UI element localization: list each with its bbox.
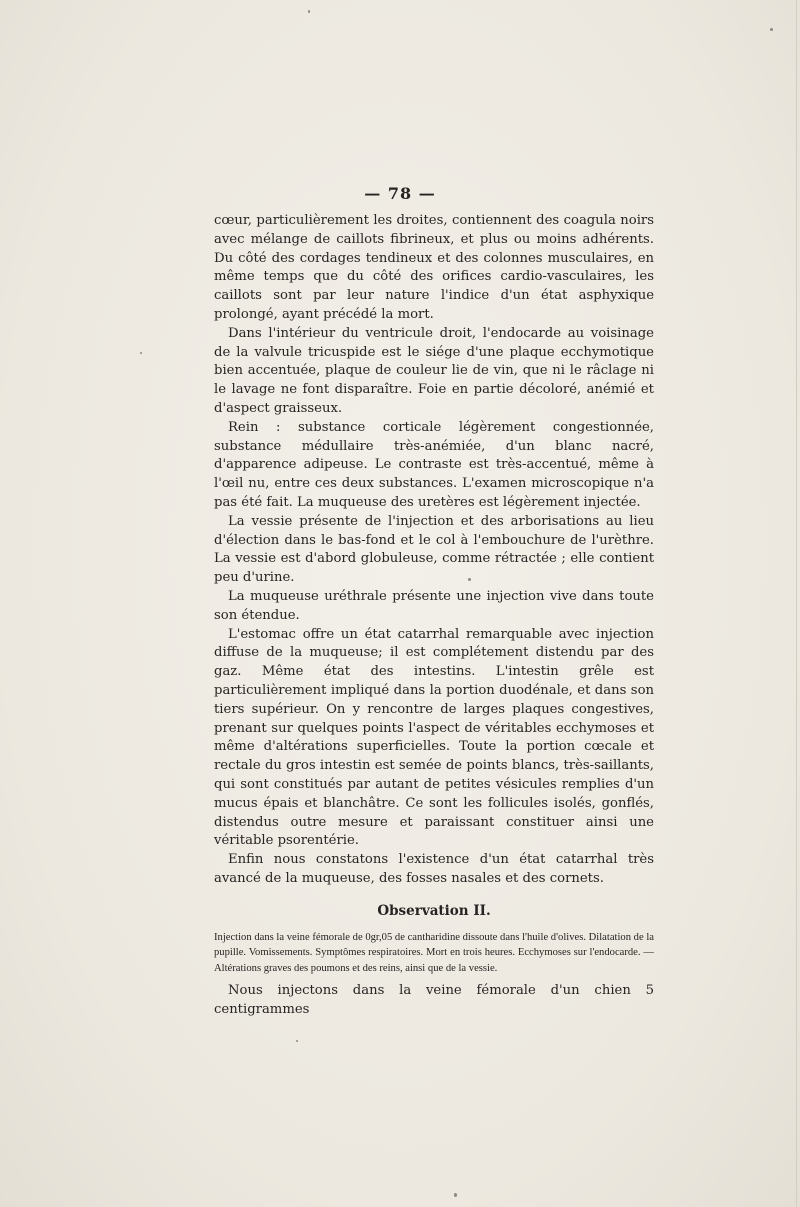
paragraph-urethra: La muqueuse uréthrale présente une injection vive dans toute son étendue. (214, 588, 654, 623)
print-speck (770, 28, 773, 31)
paragraph-bladder: La vessie présente de l'injection et des arborisations au lieu d'élection dans le bas-fond et le col à l'embouchure de l'urèthre. La vessie est d'abord globuleuse, comme rétractée ; elle contient peu d'urine. (214, 513, 654, 586)
print-speck (308, 10, 310, 13)
closing-line: Nous injectons dans la veine fémorale d'un chien 5 centigrammes (214, 983, 654, 1017)
page-number: — 78 — (364, 184, 436, 203)
print-speck (140, 352, 142, 354)
print-speck (454, 1193, 457, 1197)
observation-summary: Injection dans la veine fémorale de 0gr,05 de cantharidine dissoute dans l'huile d'olives. Dilatation de la pupille. Vomissements. Symptômes respiratoires. Mort en trois heures. Ecchymoses sur l'endocarde. — Altérations graves des poumons et des reins, ainsi que de la vessie. (214, 931, 654, 974)
observation-heading: Observation II. (377, 902, 491, 919)
page-body (214, 212, 654, 1020)
print-speck (296, 1040, 298, 1042)
paragraph-heart: cœur, particulièrement les droites, contiennent des coagula noirs avec mélange de caillots fibrineux, et plus ou moins adhérents. Du côté des cordages tendineux et des colonnes musculaires, en même temps que du côté des orifices cardio-vasculaires, les caillots sont par leur nature l'indice d'un état asphyxique prolongé, ayant précédé la mort. (214, 213, 654, 322)
paragraph-nasal: Enfin nous constatons l'existence d'un état catarrhal très avancé de la muqueuse, des fosses nasales et des cornets. (214, 852, 654, 886)
paragraph-stomach: L'estomac offre un état catarrhal remarquable avec injection diffuse de la muqueuse; il est complétement distendu par des gaz. Même état des intestins. L'intestin grêle est particulièrement impliqué dans la portion duodénale, et dans son tiers supérieur. On y rencontre de larges plaques congestives, prenant sur quelques points l'aspect de véritables ecchymoses et même d'altérations superficielles. Toute la portion cœcale et rectale du gros intestin est semée de points blancs, très-saillants, qui sont constitués par autant de petites vésicules remplies d'un mucus épais et blanchâtre. Ce sont les follicules isolés, gonflés, distendus outre mesure et paraissant constituer ainsi une véritable psorentérie. (214, 626, 654, 849)
paragraph-kidney: Rein : substance corticale légèrement congestionnée, substance médullaire très-anémiée, d'un blanc nacré, d'apparence adipeuse. Le contraste est très-accentué, même à l'œil nu, entre ces deux substances. L'examen microscopique n'a pas été fait. La muqueuse des uretères est légèrement injectée. (214, 419, 654, 510)
print-speck (468, 578, 471, 581)
paragraph-ventricle: Dans l'intérieur du ventricule droit, l'endocarde au voisinage de la valvule tricuspide est le siége d'une plaque ecchymotique bien accentuée, plaque de couleur lie de vin, que ni le râclage ni le lavage ne font disparaître. Foie en partie décoloré, anémié et d'aspect graisseux. (214, 325, 654, 416)
page-edge-line (796, 0, 797, 1207)
